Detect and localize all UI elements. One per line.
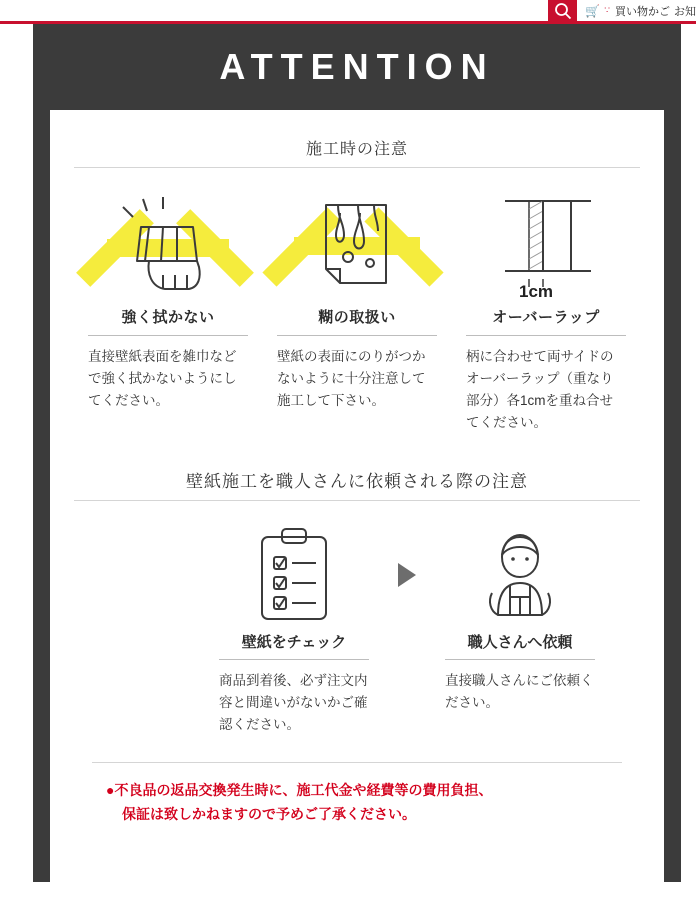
topbar-blank-area: [0, 0, 548, 21]
section1-heading: 施工時の注意: [74, 136, 640, 168]
no-glue-icon: [277, 186, 437, 306]
warning-line-1: ●不良品の返品交換発生時に、施工代金や経費等の費用負担、: [106, 782, 493, 799]
svg-text:1cm: 1cm: [518, 282, 554, 301]
play-arrow-icon: [387, 519, 427, 631]
section1-columns: [74, 186, 640, 433]
no-rubbing-icon: [88, 186, 248, 306]
notice-label[interactable]: お知: [674, 5, 696, 18]
section2-item-2-body: 直接職人さんにご依頼ください。: [445, 673, 594, 711]
search-icon: [553, 1, 573, 21]
section2-heading: 壁紙施工を職人さんに依頼される際の注意: [74, 467, 640, 501]
section1-item-1-body: 直接壁紙表面を雑巾などで強く拭かないようにしてください。: [88, 349, 237, 408]
overlap-icon: [466, 186, 626, 306]
attention-page: [0, 24, 696, 905]
section2-item-2: [445, 519, 595, 736]
section1-item-2-title: 糊の取扱い: [277, 306, 437, 336]
section2-item-1: [219, 519, 369, 736]
warning-line-2: 保証は致しかねますので予めご了承ください。: [122, 805, 416, 822]
section1-item-1-title: 強く拭かない: [88, 306, 248, 336]
section2-item-2-title: 職人さんへ依頼: [445, 631, 595, 660]
section1-item-3-title: オーバーラップ: [466, 306, 626, 336]
section2-item-1-title: 壁紙をチェック: [219, 631, 369, 660]
clipboard-checklist-icon: [219, 519, 369, 631]
browser-topbar: [0, 0, 696, 24]
section2-columns: [74, 519, 640, 736]
decorative-dots: ∵: [604, 5, 611, 15]
topbar-utility-links[interactable]: [577, 0, 696, 21]
section2: [74, 467, 640, 736]
section1-item-3-body: 柄に合わせて両サイドのオーバーラップ（重なり部分）各1cmを重ね合せてください。: [466, 349, 614, 430]
cart-icon: 🛒: [585, 3, 601, 18]
left-gutter: [0, 24, 33, 882]
craftsman-icon: [445, 519, 595, 631]
section1-item-2: [277, 186, 437, 433]
section1-item-2-body: 壁紙の表面にのりがつかないように十分注意して施工して下さい。: [277, 349, 426, 408]
content-card: [50, 110, 664, 901]
search-button[interactable]: [548, 0, 577, 21]
warning-note: [92, 762, 622, 827]
section1-item-1: [88, 186, 248, 433]
page-title: ATTENTION: [219, 46, 495, 87]
right-gutter: [681, 24, 696, 882]
section1-item-3: [466, 186, 626, 433]
cart-label[interactable]: 買い物かご: [615, 5, 670, 18]
section2-item-1-body: 商品到着後、必ず注文内容と間違いがないかご確認ください。: [219, 673, 368, 733]
